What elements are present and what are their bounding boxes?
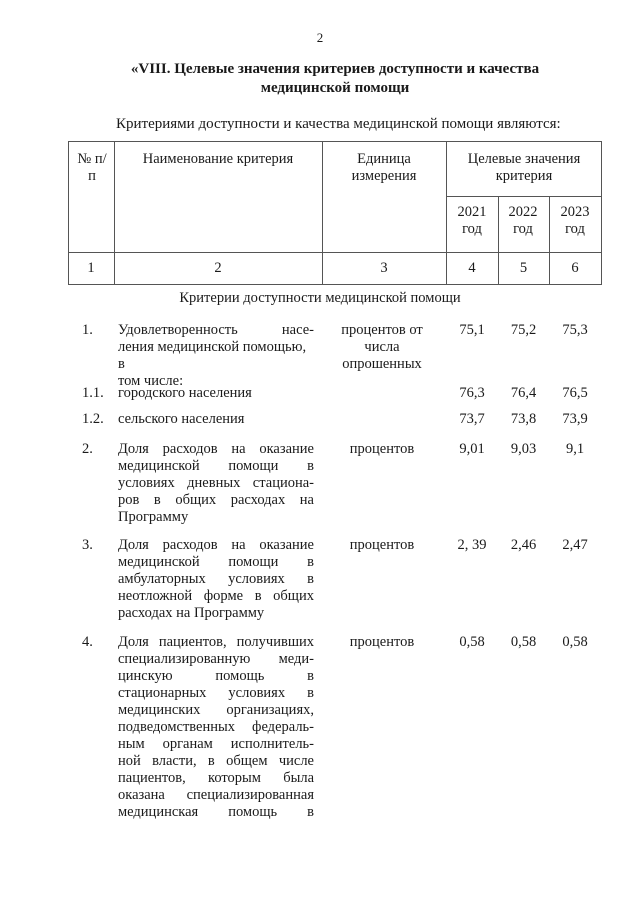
row-1-num: 1. xyxy=(82,322,93,338)
colnum-3: 3 xyxy=(380,260,388,276)
row-1-2023: 75,3 xyxy=(562,322,588,338)
heading-line-2: медицинской помощи xyxy=(260,80,410,96)
row-3-num: 3. xyxy=(82,537,93,553)
colnum-4: 4 xyxy=(468,260,476,276)
header-year-2022: 2022 год xyxy=(508,204,538,237)
name-line: Программу xyxy=(118,509,189,525)
page-number: 2 xyxy=(316,30,324,45)
row-3-unit: процентов xyxy=(349,537,415,553)
document-heading xyxy=(100,60,570,98)
colnum-2: 2 xyxy=(214,260,222,276)
row-1-2-num: 1.2. xyxy=(82,411,104,427)
colnum-6: 6 xyxy=(571,260,579,276)
row-3-2021: 2, 39 xyxy=(457,537,487,553)
name-line: Доля расходов на оказание xyxy=(118,441,314,457)
name-line: медицинской помощи в xyxy=(118,554,314,570)
row-2-2023: 9,1 xyxy=(565,441,585,457)
table-right-border xyxy=(601,141,602,285)
row-1-1-2021: 76,3 xyxy=(459,385,485,401)
name-line: подведомственных федераль- xyxy=(118,719,314,735)
header-num: № п/п xyxy=(77,151,107,184)
row-2-num: 2. xyxy=(82,441,93,457)
name-line: Доля пациентов, получивших xyxy=(118,634,314,650)
row-1-1-num: 1.1. xyxy=(82,385,104,401)
name-line: условиях дневных стациона- xyxy=(118,475,314,491)
row-1-unit: процентов от числа опрошенных xyxy=(341,322,423,372)
table-years-divider xyxy=(446,196,602,197)
header-year-2023: 2023 год xyxy=(560,204,590,237)
row-1-2021: 75,1 xyxy=(459,322,485,338)
header-name: Наименование критерия xyxy=(142,151,294,167)
row-1-2022: 75,2 xyxy=(510,322,537,338)
name-line: оказана специализированная xyxy=(118,787,314,803)
name-line: медицинских организациях, xyxy=(118,702,314,718)
section-title: Критерии доступности медицинской помощи xyxy=(179,290,461,306)
name-line: ной власти, в общем числе xyxy=(118,753,314,769)
table-colnum-bottom xyxy=(68,284,602,285)
name-line: Доля расходов на оказание xyxy=(118,537,314,553)
row-2-2021: 9,01 xyxy=(459,441,485,457)
name-line: Удовлетворенность насе- xyxy=(118,322,314,338)
header-unit: Единица измерения xyxy=(351,151,417,184)
name-line: медицинской помощи в xyxy=(118,458,314,474)
name-line: ров в общих расходах на xyxy=(118,492,314,508)
heading-line-1: «VIII. Целевые значения критериев доступности и качества xyxy=(130,61,540,77)
colnum-5: 5 xyxy=(519,260,528,276)
name-line: пациентов, которым была xyxy=(118,770,314,786)
row-2-unit: процентов xyxy=(349,441,415,457)
row-4-2023: 0,58 xyxy=(562,634,588,650)
row-2-2022: 9,03 xyxy=(510,441,537,457)
name-line: неотложной форме в общих xyxy=(118,588,314,604)
name-line: стационарных условиях в xyxy=(118,685,314,701)
name-line: амбулаторных условиях в xyxy=(118,571,314,587)
header-targets: Целевые значения критерия xyxy=(467,151,581,184)
name-line: том числе: xyxy=(118,373,184,389)
row-1-name xyxy=(118,322,314,390)
row-1-2-name: сельского населения xyxy=(118,411,245,427)
row-1-1-2022: 76,4 xyxy=(510,385,537,401)
colnum-1: 1 xyxy=(87,260,95,276)
row-1-2-2023: 73,9 xyxy=(562,411,588,427)
row-3-2022: 2,46 xyxy=(510,537,537,553)
name-line: ным органам исполнитель- xyxy=(118,736,314,752)
row-3-2023: 2,47 xyxy=(562,537,588,553)
intro-text: Критериями доступности и качества медицинской помощи являются: xyxy=(116,116,561,132)
table-header-bottom xyxy=(68,252,602,253)
row-4-unit: процентов xyxy=(349,634,415,650)
row-4-2022: 0,58 xyxy=(510,634,537,650)
name-line: ления медицинской помощью, в xyxy=(118,339,307,372)
row-4-2021: 0,58 xyxy=(459,634,485,650)
row-1-1-2023: 76,5 xyxy=(562,385,588,401)
name-line: расходах на Программу xyxy=(118,605,265,621)
name-line: специализированную меди- xyxy=(118,651,314,667)
row-1-2-2022: 73,8 xyxy=(510,411,537,427)
row-2-name xyxy=(118,441,314,526)
row-1-1-name: городского населения xyxy=(118,385,252,401)
row-4-num: 4. xyxy=(82,634,93,650)
row-3-name xyxy=(118,537,314,622)
name-line: цинскую помощь в xyxy=(118,668,314,684)
table-top-border xyxy=(68,141,602,142)
name-line: медицинская помощь в xyxy=(118,804,314,820)
row-1-2-2021: 73,7 xyxy=(459,411,485,427)
row-4-name xyxy=(118,634,314,821)
header-year-2021: 2021 год xyxy=(457,204,487,237)
